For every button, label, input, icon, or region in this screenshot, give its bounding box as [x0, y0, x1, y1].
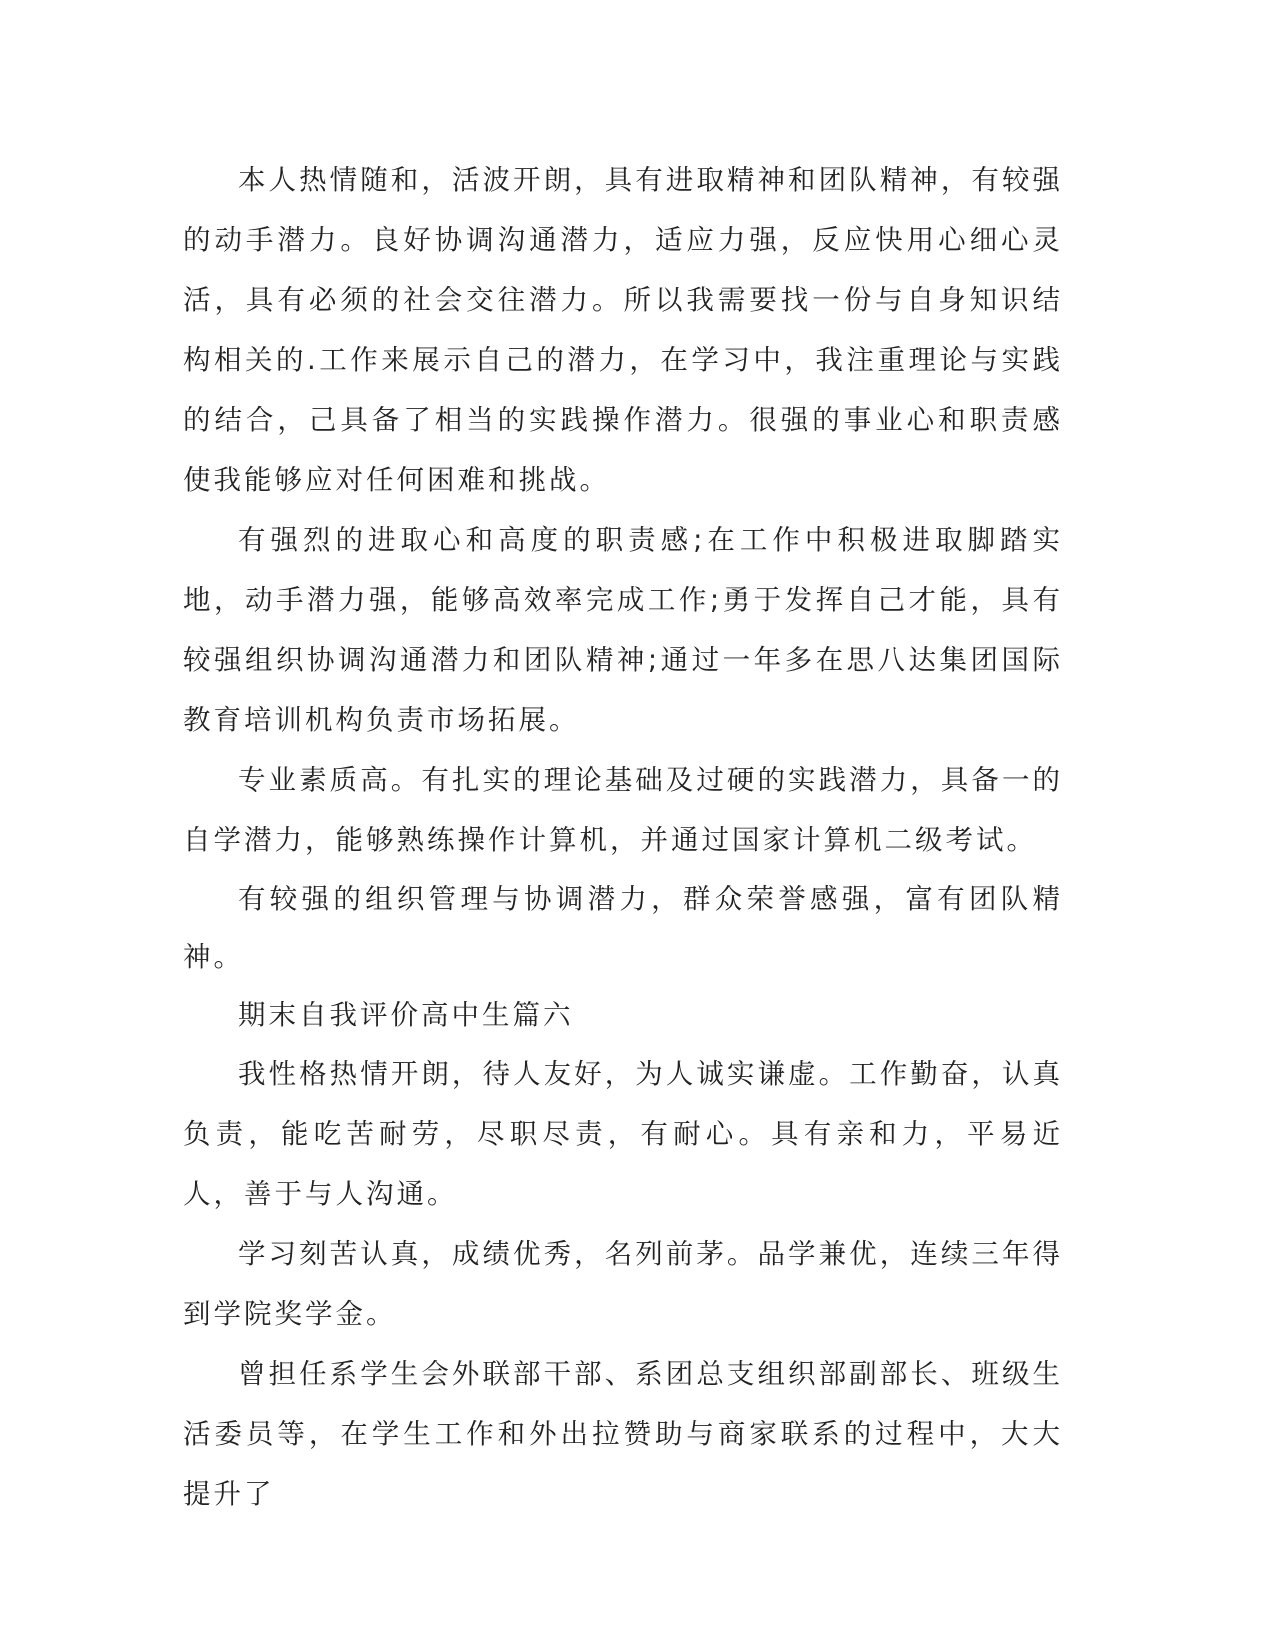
paragraph-professional-quality: 专业素质高。有扎实的理论基础及过硬的实践潜力，具备一的自学潜力，能够熟练操作计算机，并通过国家计算机二级考试。 [183, 764, 1063, 856]
paragraph-study: 学习刻苦认真，成绩优秀，名列前茅。品学兼优，连续三年得到学院奖学金。 [183, 1238, 1063, 1330]
paragraph-student-work: 曾担任系学生会外联部干部、系团总支组织部副部长、班级生活委员等，在学生工作和外出拉赞助与商家联系的过程中，大大提升了 [183, 1358, 1063, 1510]
paragraph-character: 我性格热情开朗，待人友好，为人诚实谦虚。工作勤奋，认真负责，能吃苦耐劳，尽职尽责，有耐心。具有亲和力，平易近人，善于与人沟通。 [183, 1058, 1063, 1210]
section-heading: 期末自我评价高中生篇六 [238, 999, 574, 1031]
paragraph-initiative: 有强烈的进取心和高度的职责感;在工作中积极进取脚踏实地，动手潜力强，能够高效率完成工作;勇于发挥自己才能，具有较强组织协调沟通潜力和团队精神;通过一年多在思八达集团国际教育培训机构负责市场拓展。 [183, 524, 1063, 736]
paragraph-organization: 有较强的组织管理与协调潜力，群众荣誉感强，富有团队精神。 [183, 883, 1063, 973]
document-body [183, 150, 1063, 1524]
paragraph-personality: 本人热情随和，活波开朗，具有进取精神和团队精神，有较强的动手潜力。良好协调沟通潜力，适应力强，反应快用心细心灵活，具有必须的社会交往潜力。所以我需要找一份与自身知识结构相关的.工作来展示自己的潜力，在学习中，我注重理论与实践的结合，己具备了相当的实践操作潜力。很强的事业心和职责感使我能够应对任何困难和挑战。 [183, 164, 1063, 496]
